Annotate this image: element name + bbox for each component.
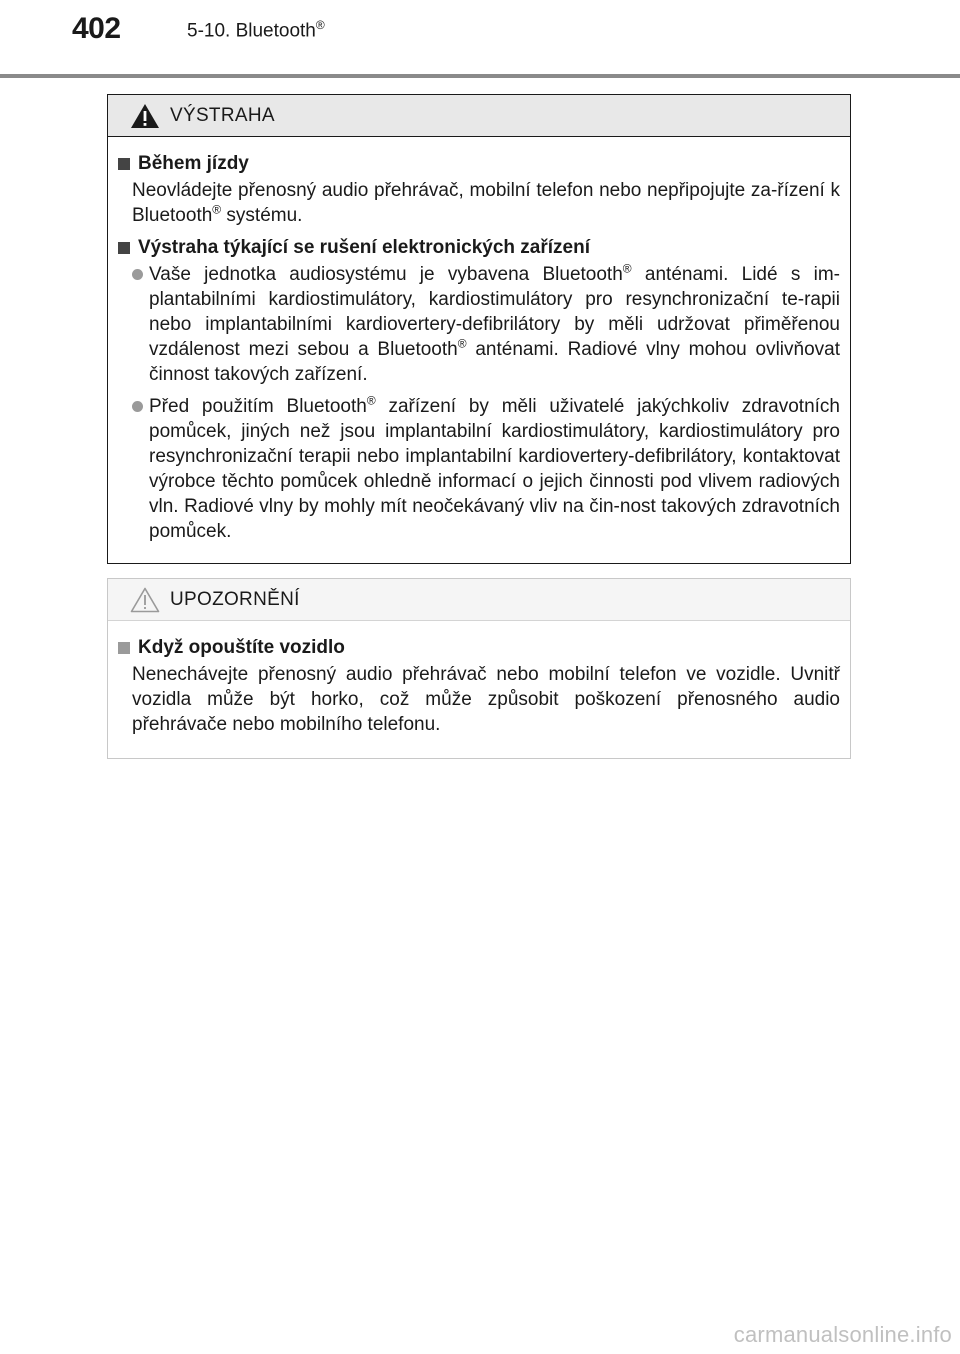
registered-mark: ®	[212, 202, 222, 217]
square-bullet-icon	[118, 242, 130, 254]
warning-driving-text	[132, 178, 840, 228]
caution-leaving-text: Nenechávejte přenosný audio přehrávač nebo mobilní telefon ve vozidle. Uvnitř vozidla může být horko, což může způsobit poškození přenosného audio přehrávače nebo mobilního telefonu.	[132, 664, 840, 735]
warning-triangle-filled-icon	[130, 103, 160, 129]
caution-box	[107, 578, 851, 759]
warning-driving-text-a: Neovládejte přenosný audio přehrávač, mobilní telefon nebo nepřipojujte za-řízení k Bluetooth	[132, 180, 840, 226]
registered-mark: ®	[457, 336, 467, 351]
warning-box	[107, 94, 851, 564]
warning-item1-text-a: Vaše jednotka audiosystému je vybavena Bluetooth	[149, 264, 623, 285]
square-bullet-icon	[118, 642, 130, 654]
warning-heading-driving-text: Během jízdy	[138, 153, 249, 174]
page-header	[0, 0, 960, 80]
warning-item2-text-a: Před použitím Bluetooth	[149, 396, 367, 417]
warning-item2-text-b: zařízení by měli uživatelé jakýchkoliv zdravotních pomůcek, jiných než jsou implantabilní kardiostimulátory, kardiostimulátory pro resynchronizační terapii nebo implantabilní kardiovertery-defibrilátory, kontaktovat výrobce těchto pomůcek ohledně informací o jejich činnosti pod vlivem radiových vln. Radiové vlny by mohly mít neočekávaný vliv na čin-nost takových zdravotních pomůcek.	[149, 396, 840, 542]
section-title-registered: ®	[315, 18, 325, 32]
square-bullet-icon	[118, 158, 130, 170]
circle-bullet-icon	[132, 269, 143, 280]
warning-item1-text-c: anténami. Radiové vlny mohou ovlivňovat činnost takových zařízení.	[149, 339, 841, 385]
section-title	[187, 18, 325, 42]
caution-heading-leaving-text: Když opouštíte vozidlo	[138, 637, 345, 658]
caution-heading-leaving	[118, 635, 840, 661]
caution-box-body	[108, 621, 850, 737]
watermark: carmanualsonline.info	[733, 1322, 952, 1347]
warning-list-item	[132, 394, 840, 544]
warning-list-item	[132, 262, 840, 387]
warning-heading-interference	[118, 235, 840, 261]
warning-item1-text-b: anténami. Lidé s im-plantabilními kardiostimulátory, kardiostimulátory pro resynchronizační te-rapii nebo implantabilními kardiovertery-defibrilátory by měli udržovat přiměřenou vzdálenost mezi sebou a Bluetooth	[149, 264, 840, 360]
page-number: 402	[72, 12, 121, 45]
warning-driving-text-b: systému.	[221, 205, 303, 226]
circle-bullet-icon	[132, 401, 143, 412]
registered-mark: ®	[622, 261, 632, 276]
caution-box-label: UPOZORNĚNÍ	[170, 588, 300, 610]
header-rule	[0, 74, 960, 78]
caution-box-header	[108, 579, 850, 621]
section-title-text: 5-10. Bluetooth	[187, 20, 316, 42]
warning-box-header	[108, 95, 850, 137]
warning-heading-driving	[118, 151, 840, 177]
warning-box-label: VÝSTRAHA	[170, 104, 275, 126]
warning-triangle-outline-icon	[130, 587, 160, 613]
warning-item2-text	[149, 394, 840, 544]
warning-item1-text	[149, 262, 840, 387]
warning-heading-interference-text: Výstraha týkající se rušení elektronických zařízení	[138, 237, 591, 258]
registered-mark: ®	[366, 393, 376, 408]
warning-box-body	[108, 137, 850, 544]
